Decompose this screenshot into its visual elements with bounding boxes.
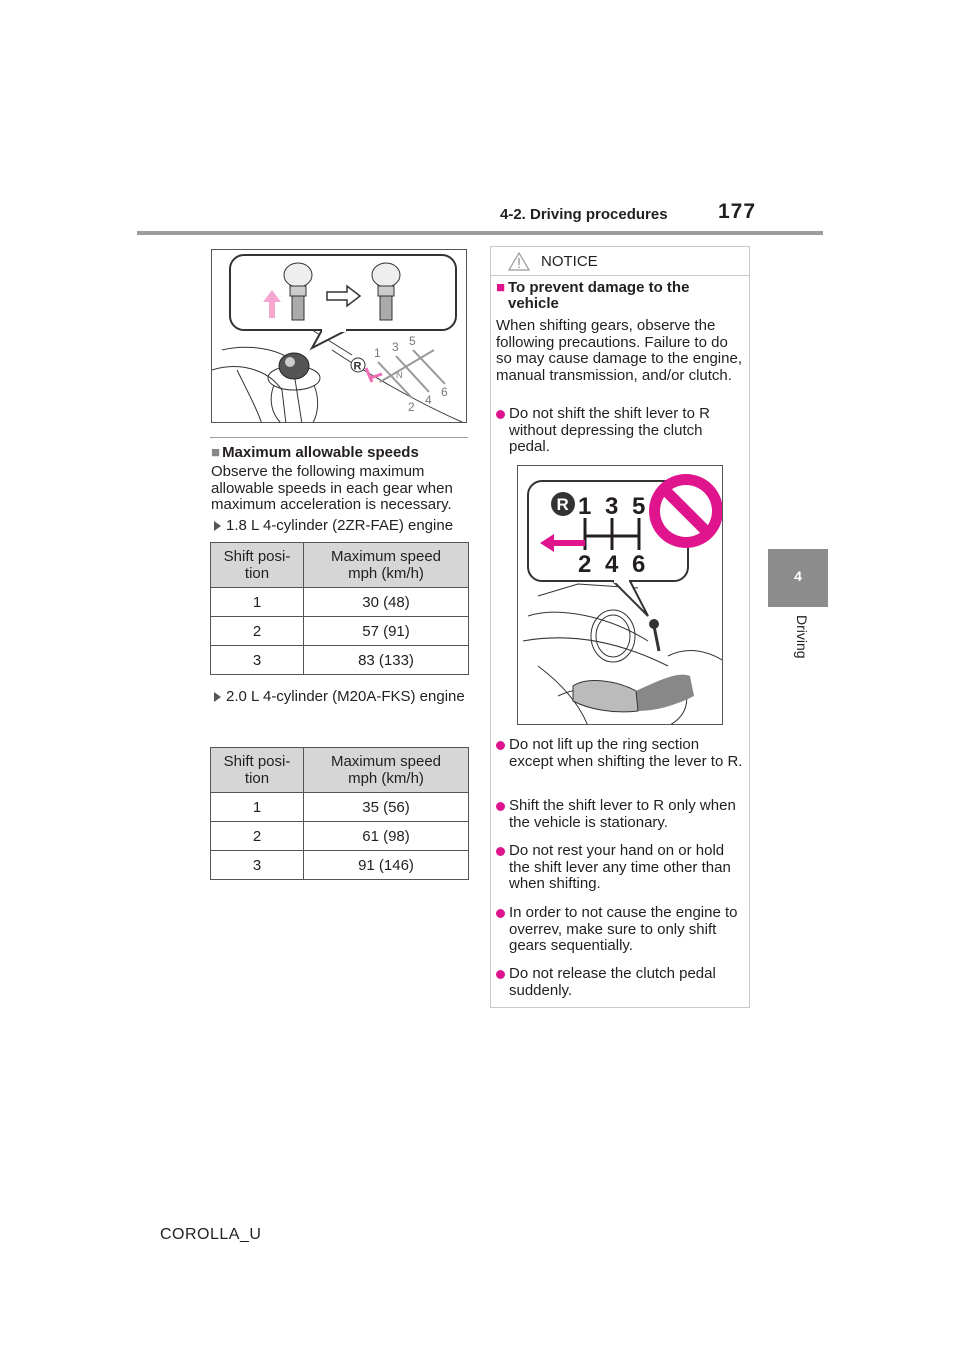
- chapter-tab: 4: [768, 549, 828, 607]
- prohibited-icon: [649, 474, 723, 548]
- header-rule: [137, 231, 823, 235]
- gear-label-2: 2: [578, 551, 592, 578]
- bullet-text: Do not shift the shift lever to R without depressing the clutch pedal.: [509, 405, 710, 455]
- gear-label-r: R: [556, 495, 569, 514]
- arrow-bullet-icon: [214, 692, 221, 702]
- engine-label-text: 2.0 L 4-cylinder (M20A-FKS) engine: [226, 688, 465, 705]
- speed-table-2zr: [210, 542, 469, 675]
- gear-label-4: 4: [605, 551, 619, 578]
- table-row: [211, 793, 469, 822]
- table-header-speed: Maximum speed mph (km/h): [304, 748, 469, 793]
- table-cell: 57 (91): [304, 617, 469, 646]
- gear-label-1: 1: [374, 346, 381, 360]
- bullet-text: Shift the shift lever to R only when the vehicle is stationary.: [509, 797, 736, 831]
- notice-bullet: [496, 966, 746, 999]
- gear-label-4: 4: [425, 393, 432, 407]
- speed-table-m20a: [210, 747, 469, 880]
- bullet-text: In order to not cause the engine to overrev, make sure to only shift gears sequentially.: [509, 904, 738, 954]
- gear-label-6: 6: [441, 385, 448, 399]
- footer-model: COROLLA_U: [160, 1226, 262, 1243]
- table-cell: 30 (48): [304, 588, 469, 617]
- table-cell: 1: [211, 793, 304, 822]
- square-bullet-icon: ■: [496, 279, 506, 296]
- page-number: 177: [718, 200, 757, 223]
- notice-label: NOTICE: [541, 253, 598, 270]
- gear-label-2: 2: [408, 400, 415, 414]
- bullet-dot-icon: [496, 909, 505, 918]
- table-row: [211, 822, 469, 851]
- table-cell: 3: [211, 851, 304, 880]
- section-rule: [210, 437, 468, 438]
- notice-intro: When shifting gears, observe the following precautions. Failure to do so may cause damage to the engine, manual transmission, and/or clutch.: [496, 317, 742, 384]
- table-cell: 61 (98): [304, 822, 469, 851]
- gear-label-r: R: [353, 360, 362, 373]
- shift-knob-illustration: [211, 249, 467, 423]
- notice-bullet: [496, 737, 746, 770]
- gear-label-5: 5: [632, 493, 646, 520]
- warning-triangle-icon: [508, 252, 530, 271]
- table-header-row: [211, 543, 469, 588]
- table-row: [211, 851, 469, 880]
- engine-label-text: 1.8 L 4-cylinder (2ZR-FAE) engine: [226, 517, 454, 534]
- table-cell: 3: [211, 646, 304, 675]
- bullet-dot-icon: [496, 741, 505, 750]
- gear-pattern-illustration: [517, 465, 723, 725]
- section-heading-text: Maximum allowable speeds: [222, 444, 419, 461]
- bullet-text: Do not rest your hand on or hold the shift lever any time other than when shifting.: [509, 842, 731, 892]
- table-cell: 1: [211, 588, 304, 617]
- gear-label-5: 5: [409, 334, 416, 348]
- gear-pattern-drawing: [518, 466, 723, 725]
- arrow-bullet-icon: [214, 521, 221, 531]
- chapter-title: Driving: [794, 615, 810, 659]
- bullet-text: Do not release the clutch pedal suddenly.: [509, 965, 716, 999]
- notice-bullet: [496, 843, 746, 893]
- table-header-shift: Shift posi- tion: [211, 543, 304, 588]
- engine-label-2: [214, 689, 474, 706]
- table-cell: 91 (146): [304, 851, 469, 880]
- table-header-row: [211, 748, 469, 793]
- table-cell: 35 (56): [304, 793, 469, 822]
- section-heading: [211, 444, 419, 461]
- engine-label-1: [214, 518, 474, 535]
- notice-bullet: [496, 905, 746, 955]
- table-header-speed: Maximum speed mph (km/h): [304, 543, 469, 588]
- gear-label-3: 3: [392, 340, 399, 354]
- gear-label-3: 3: [605, 493, 619, 520]
- notice-header: [491, 247, 749, 276]
- table-cell: 2: [211, 822, 304, 851]
- bullet-dot-icon: [496, 970, 505, 979]
- gear-label-6: 6: [632, 551, 646, 578]
- gear-label-1: 1: [578, 493, 592, 520]
- table-cell: 83 (133): [304, 646, 469, 675]
- table-row: [211, 588, 469, 617]
- notice-bullet: [496, 798, 746, 831]
- table-row: [211, 617, 469, 646]
- notice-heading: [496, 280, 744, 312]
- square-bullet-icon: ■: [211, 444, 221, 461]
- table-cell: 2: [211, 617, 304, 646]
- gear-label-n: N: [396, 370, 403, 380]
- notice-heading-text: To prevent damage to the vehicle: [508, 279, 690, 312]
- table-row: [211, 646, 469, 675]
- table-header-shift: Shift posi- tion: [211, 748, 304, 793]
- section-title: 4-2. Driving procedures: [500, 206, 668, 223]
- bullet-text: Do not lift up the ring section except when shifting the lever to R.: [509, 736, 743, 770]
- bullet-dot-icon: [496, 847, 505, 856]
- bullet-dot-icon: [496, 410, 505, 419]
- shift-knob-drawing: [212, 250, 467, 423]
- notice-bullet: [496, 406, 746, 456]
- bullet-dot-icon: [496, 802, 505, 811]
- intro-paragraph: Observe the following maximum allowable speeds in each gear when maximum acceleration is necessary.: [211, 463, 453, 513]
